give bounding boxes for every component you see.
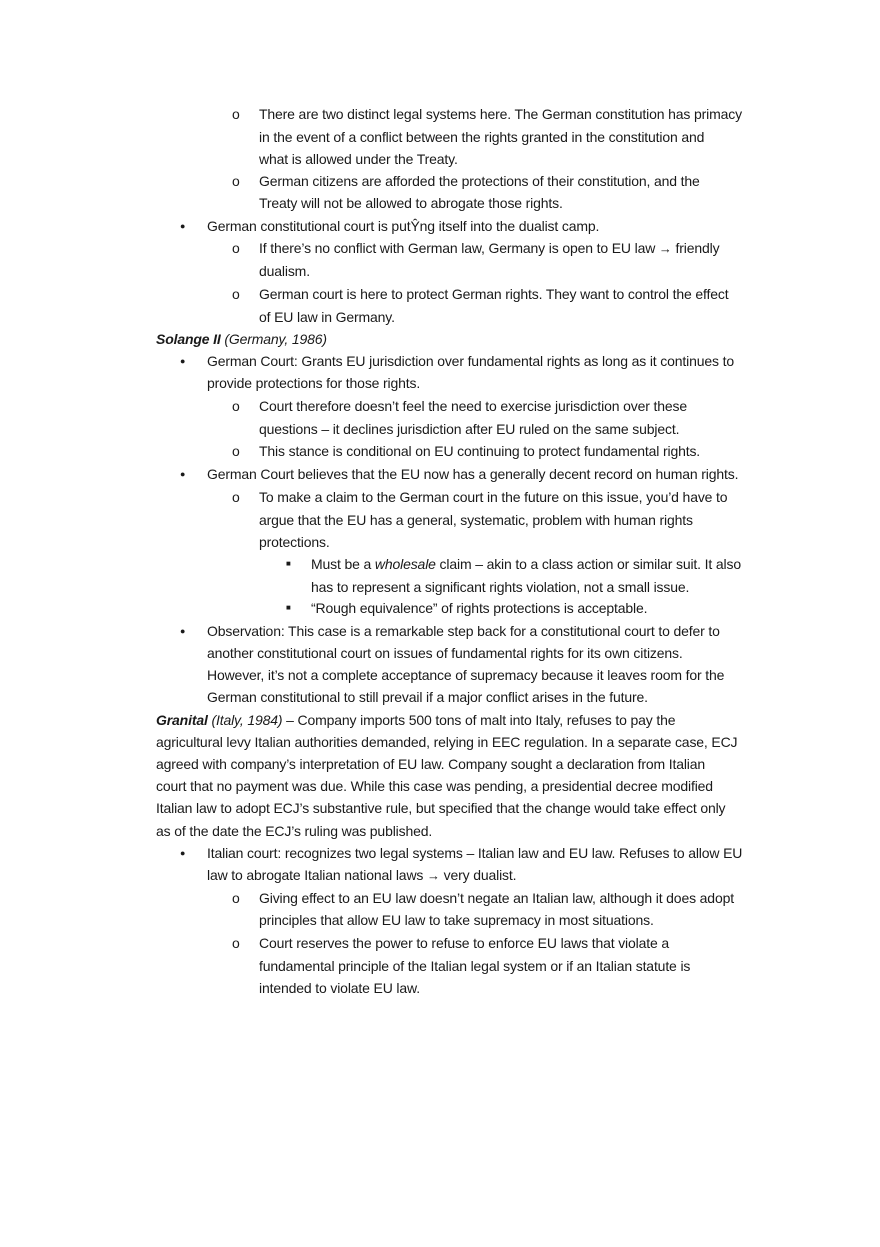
text-line: German constitutional to still prevail if a major conflict arises in the future. xyxy=(207,689,648,705)
disc-bullet: ● xyxy=(180,626,186,636)
text-line: another constitutional court on issues of fundamental rights for its own citizens. xyxy=(207,645,683,661)
text-line: as of the date the ECJ’s ruling was published. xyxy=(156,823,433,839)
text-line xyxy=(207,864,516,887)
emphasis: wholesale xyxy=(374,556,436,572)
text-line: in the event of a conflict between the rights granted in the constitution and xyxy=(259,129,705,145)
text-line: Italian law to adopt ECJ’s substantive rule, but specified that the change would take effect only xyxy=(156,800,726,816)
text-run: very dualist. xyxy=(443,867,517,883)
square-bullet: ■ xyxy=(286,559,291,568)
case-heading xyxy=(156,328,327,350)
text-line: protections. xyxy=(259,534,330,550)
text-line: fundamental principle of the Italian legal system or if an Italian statute is xyxy=(259,958,691,974)
text-run: claim – akin to a class action or similar suit. It also xyxy=(435,556,741,572)
text-line: “Rough equivalence” of rights protections is acceptable. xyxy=(311,600,648,616)
text-line: Giving effect to an EU law doesn’t negate an Italian law, although it does adopt xyxy=(259,890,734,906)
circle-bullet: o xyxy=(232,890,240,906)
text-line: Court therefore doesn’t feel the need to exercise jurisdiction over these xyxy=(259,398,687,414)
disc-bullet: ● xyxy=(180,221,186,231)
disc-bullet: ● xyxy=(180,469,186,479)
circle-bullet: o xyxy=(232,240,240,256)
text-run: If there’s no conflict with German law, Germany is open to EU law xyxy=(259,240,656,256)
text-line: Court reserves the power to refuse to enforce EU laws that violate a xyxy=(259,935,670,951)
text-line: German citizens are afforded the protections of their constitution, and the xyxy=(259,173,700,189)
text-line: agreed with company’s interpretation of EU law. Company sought a declaration from Italian xyxy=(156,756,706,772)
arrow-icon: → xyxy=(427,868,440,883)
text-line: Italian court: recognizes two legal systems – Italian law and EU law. Refuses to allow EU xyxy=(207,845,743,861)
text-line: German Court believes that the EU now has a generally decent record on human rights. xyxy=(207,466,739,482)
circle-bullet: o xyxy=(232,489,240,505)
text-line: dualism. xyxy=(259,263,310,279)
case-name: Solange II xyxy=(156,331,221,347)
circle-bullet: o xyxy=(232,443,240,459)
text-run: friendly xyxy=(675,240,720,256)
circle-bullet: o xyxy=(232,398,240,414)
case-detail: (Italy, 1984) xyxy=(211,712,283,728)
text-line: To make a claim to the German court in the future on this issue, you’d have to xyxy=(259,489,728,505)
text-line: This stance is conditional on EU continuing to protect fundamental rights. xyxy=(259,443,701,459)
text-line: However, it’s not a complete acceptance of supremacy because it leaves room for the xyxy=(207,667,725,683)
text-line: argue that the EU has a general, systematic, problem with human rights xyxy=(259,512,693,528)
case-heading xyxy=(156,709,675,731)
text-line: Observation: This case is a remarkable step back for a constitutional court to defer to xyxy=(207,623,720,639)
disc-bullet: ● xyxy=(180,848,186,858)
text-line: of EU law in Germany. xyxy=(259,309,395,325)
text-line xyxy=(311,553,741,575)
text-line: intended to violate EU law. xyxy=(259,980,420,996)
circle-bullet: o xyxy=(232,286,240,302)
text-line: agricultural levy Italian authorities demanded, relying in EEC regulation. In a separate case, ECJ xyxy=(156,734,738,750)
text-line: Treaty will not be allowed to abrogate those rights. xyxy=(259,195,563,211)
text-run: Must be a xyxy=(311,556,375,572)
circle-bullet: o xyxy=(232,173,240,189)
arrow-icon: → xyxy=(658,241,672,256)
text-line: German constitutional court is putŶng itself into the dualist camp. xyxy=(207,218,600,234)
text-line: There are two distinct legal systems here. The German constitution has primacy xyxy=(259,106,742,122)
text-line xyxy=(259,237,719,260)
disc-bullet: ● xyxy=(180,356,186,366)
text-line: German court is here to protect German rights. They want to control the effect xyxy=(259,286,729,302)
case-detail: (Germany, 1986) xyxy=(224,331,327,347)
circle-bullet: o xyxy=(232,935,240,951)
text-line: questions – it declines jurisdiction after EU ruled on the same subject. xyxy=(259,421,680,437)
text-line: provide protections for those rights. xyxy=(207,375,421,391)
text-line: principles that allow EU law to take supremacy in most situations. xyxy=(259,912,654,928)
text-line: court that no payment was due. While this case was pending, a presidential decree modified xyxy=(156,778,713,794)
text-run: law to abrogate Italian national laws xyxy=(207,867,424,883)
text-line: has to represent a significant rights violation, not a small issue. xyxy=(311,579,690,595)
text-run: – Company imports 500 tons of malt into Italy, refuses to pay the xyxy=(282,712,676,728)
circle-bullet: o xyxy=(232,106,240,122)
square-bullet: ■ xyxy=(286,603,291,612)
text-line: German Court: Grants EU jurisdiction over fundamental rights as long as it continues to xyxy=(207,353,734,369)
text-line: what is allowed under the Treaty. xyxy=(259,151,458,167)
case-name: Granital xyxy=(156,712,208,728)
